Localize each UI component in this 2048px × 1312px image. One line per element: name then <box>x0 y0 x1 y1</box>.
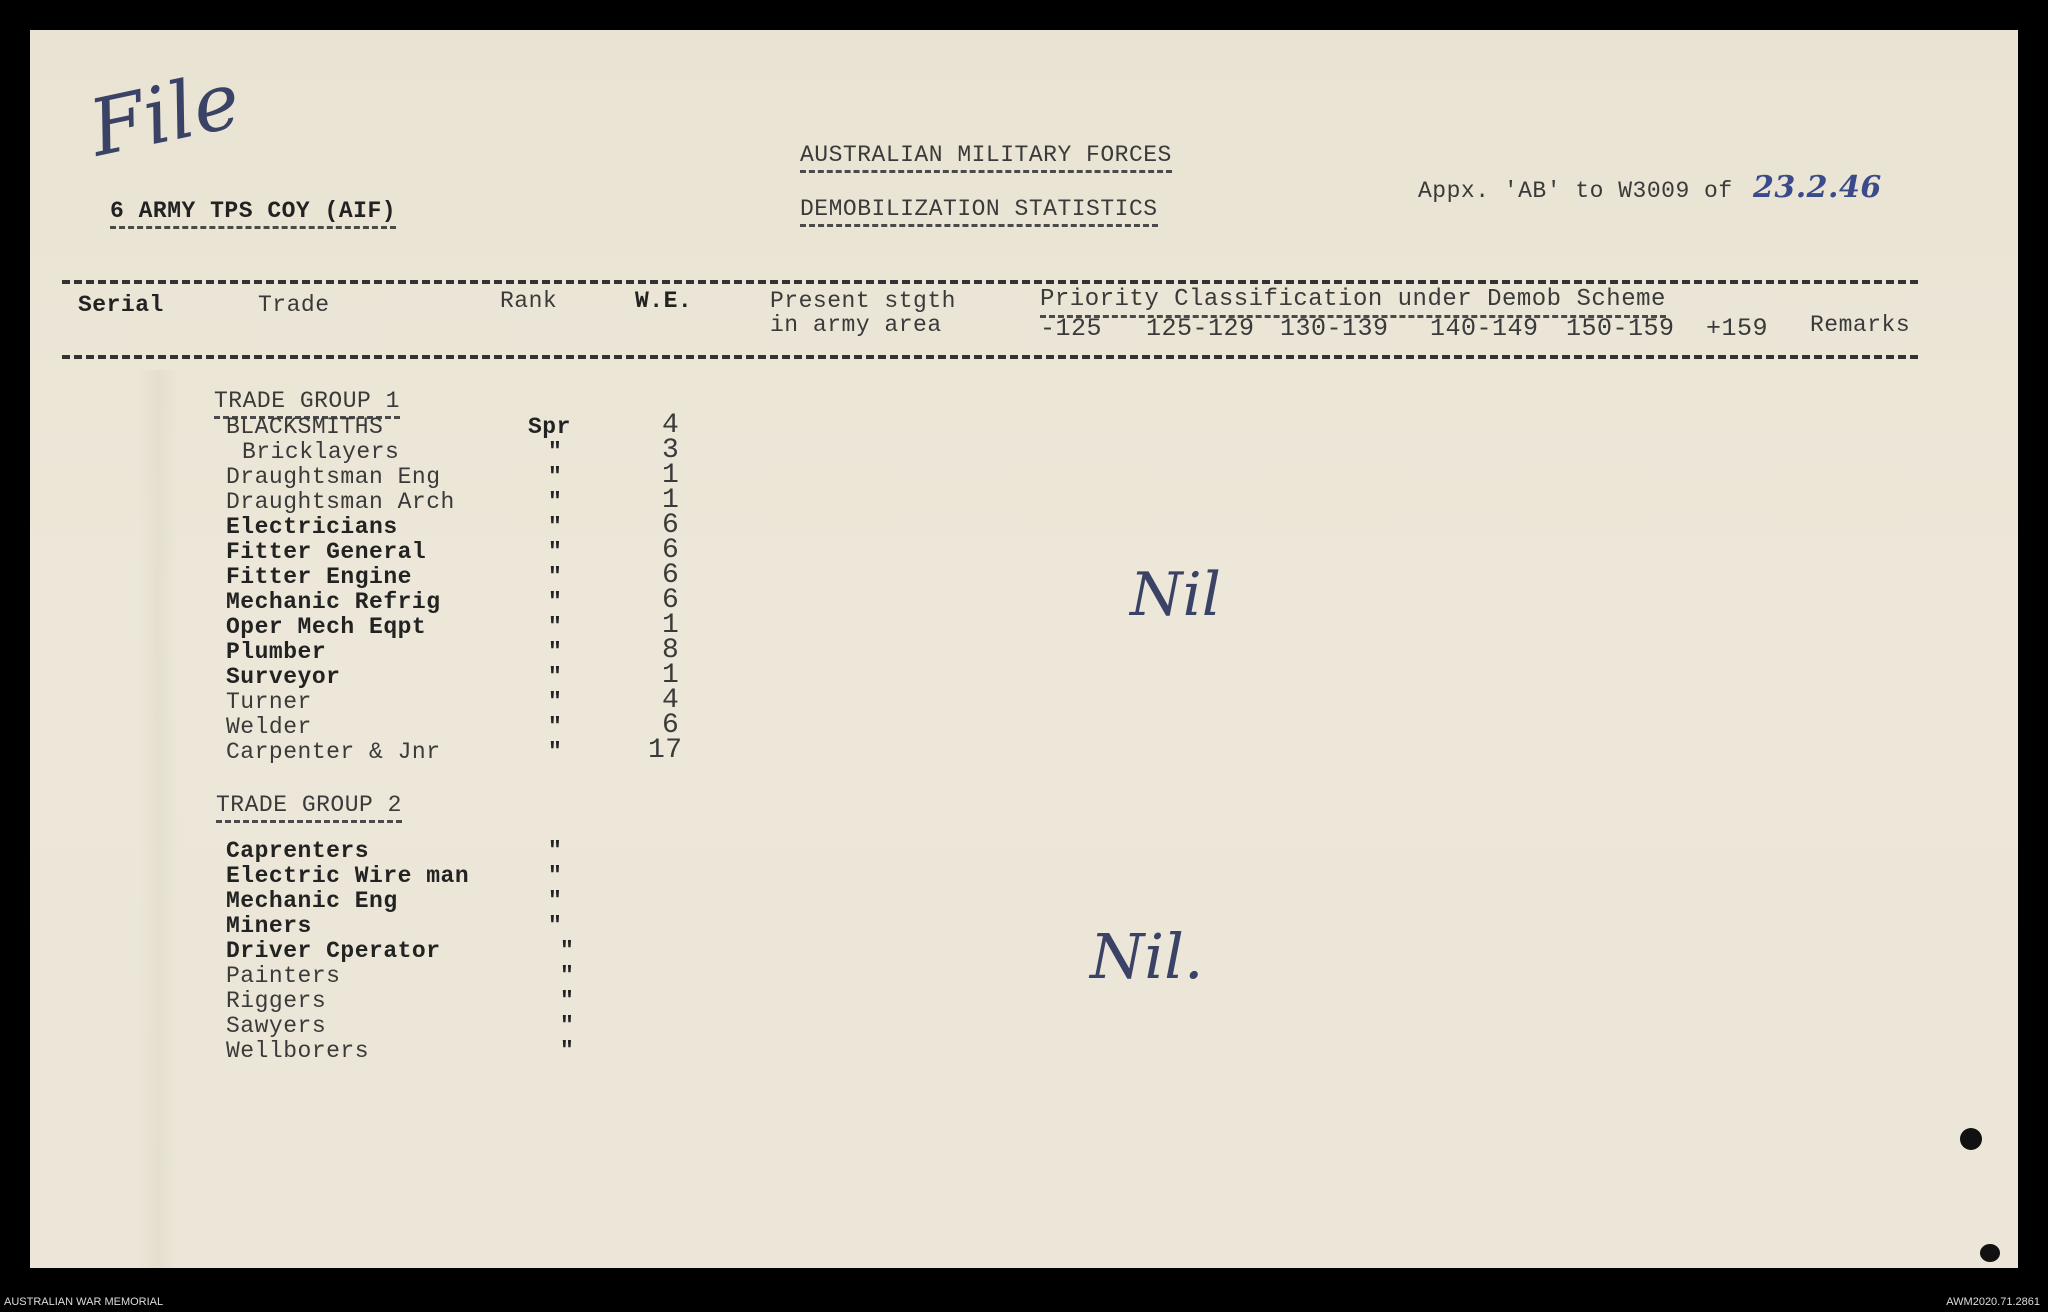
trade-name: Draughtsman Eng <box>226 464 441 490</box>
trade-name: BLACKSMITHS <box>226 414 384 440</box>
punch-hole <box>1980 1244 2000 1262</box>
trade-rank: " <box>560 963 575 989</box>
trade-rank: Spr <box>528 414 571 440</box>
trade-name: Surveyor <box>226 664 341 690</box>
trade-we-count: 6 <box>662 510 680 541</box>
trade-group-1-title: TRADE GROUP 1 <box>214 388 400 419</box>
document-page <box>30 30 2018 1268</box>
trade-rank: " <box>560 1038 575 1064</box>
trade-rank: " <box>560 988 575 1014</box>
trade-rank: " <box>548 439 563 465</box>
group1-nil-note: Nil <box>1130 560 1221 630</box>
trade-rank: " <box>560 938 575 964</box>
trade-rank: " <box>548 888 563 914</box>
document-subtitle: DEMOBILIZATION STATISTICS <box>800 196 1158 227</box>
col-band-2: 125-129 <box>1146 314 1255 343</box>
trade-name: Electricians <box>226 514 398 540</box>
trade-name: Carpenter & Jnr <box>226 739 441 765</box>
appendix-handwritten-date: 23.2.46 <box>1752 170 1882 205</box>
trade-name: Welder <box>226 714 312 740</box>
trade-we-count: 4 <box>662 685 680 716</box>
header-top-rule <box>62 280 1918 284</box>
trade-we-count: 1 <box>662 460 680 491</box>
trade-we-count: 6 <box>662 560 680 591</box>
trade-rank: " <box>548 689 563 715</box>
trade-name: Mechanic Eng <box>226 888 398 914</box>
col-present-line2: in army area <box>770 312 942 338</box>
trade-rank: " <box>548 838 563 864</box>
col-present-line1: Present stgth <box>770 288 956 314</box>
trade-rank: " <box>548 614 563 640</box>
col-band-5: 150-159 <box>1566 314 1675 343</box>
trade-rank: " <box>548 639 563 665</box>
trade-name: Turner <box>226 689 312 715</box>
trade-rank: " <box>548 489 563 515</box>
trade-we-count: 17 <box>648 735 683 766</box>
trade-name: Wellborers <box>226 1038 370 1064</box>
header-bottom-rule <box>62 355 1918 359</box>
trade-we-count: 1 <box>662 660 680 691</box>
trade-name: Sawyers <box>226 1013 327 1039</box>
col-serial: Serial <box>78 292 164 318</box>
trade-we-count: 3 <box>662 435 680 466</box>
trade-name: Painters <box>226 963 341 989</box>
trade-name: Electric Wire man <box>226 863 470 889</box>
trade-name: Fitter Engine <box>226 564 412 590</box>
col-trade: Trade <box>258 292 330 318</box>
appendix-ref-text: Appx. 'AB' to W3009 of <box>1418 178 1733 204</box>
trade-rank: " <box>548 714 563 740</box>
trade-we-count: 8 <box>662 635 680 666</box>
appendix-reference <box>1418 170 1882 205</box>
col-band-3: 130-139 <box>1280 314 1389 343</box>
trade-rank: " <box>548 564 563 590</box>
trade-name: Miners <box>226 913 312 939</box>
trade-rank: " <box>548 464 563 490</box>
trade-name: Draughtsman Arch <box>226 489 455 515</box>
trade-we-count: 6 <box>662 535 680 566</box>
unit-name: 6 ARMY TPS COY (AIF) <box>110 198 396 229</box>
trade-we-count: 1 <box>662 485 680 516</box>
group2-nil-note: Nil. <box>1090 920 1204 993</box>
trade-we-count: 6 <box>662 710 680 741</box>
trade-name: Plumber <box>226 639 327 665</box>
document-title: AUSTRALIAN MILITARY FORCES <box>800 142 1172 173</box>
trade-name: Caprenters <box>226 838 370 864</box>
trade-we-count: 6 <box>662 585 680 616</box>
punch-hole <box>1960 1128 1982 1150</box>
handwritten-file-note: File <box>82 55 248 175</box>
trade-we-count: 4 <box>662 410 680 441</box>
footer-left: AUSTRALIAN WAR MEMORIAL <box>4 1296 164 1308</box>
col-band-4: 140-149 <box>1430 314 1539 343</box>
trade-rank: " <box>548 514 563 540</box>
trade-rank: " <box>548 664 563 690</box>
col-remarks: Remarks <box>1810 312 1911 338</box>
trade-name: Riggers <box>226 988 327 1014</box>
trade-rank: " <box>548 739 563 765</box>
trade-rank: " <box>548 589 563 615</box>
col-band-6: +159 <box>1706 314 1769 343</box>
col-band-1: -125 <box>1040 314 1103 343</box>
trade-name: Mechanic Refrig <box>226 589 441 615</box>
trade-name: Oper Mech Eqpt <box>226 614 427 640</box>
col-priority-classification: Priority Classification under Demob Scheme <box>1040 286 1666 318</box>
trade-rank: " <box>548 913 563 939</box>
trade-name: Bricklayers <box>242 439 400 465</box>
col-rank: Rank <box>500 288 558 314</box>
col-we: W.E. <box>635 288 693 314</box>
trade-name: Driver Cperator <box>226 938 441 964</box>
trade-rank: " <box>560 1013 575 1039</box>
paper-fold-shadow <box>138 370 178 1268</box>
footer-right: AWM2020.71.2861 <box>1946 1296 2040 1308</box>
trade-name: Fitter General <box>226 539 427 565</box>
trade-we-count: 1 <box>662 610 680 641</box>
trade-rank: " <box>548 539 563 565</box>
trade-group-2-title: TRADE GROUP 2 <box>216 792 402 823</box>
trade-rank: " <box>548 863 563 889</box>
